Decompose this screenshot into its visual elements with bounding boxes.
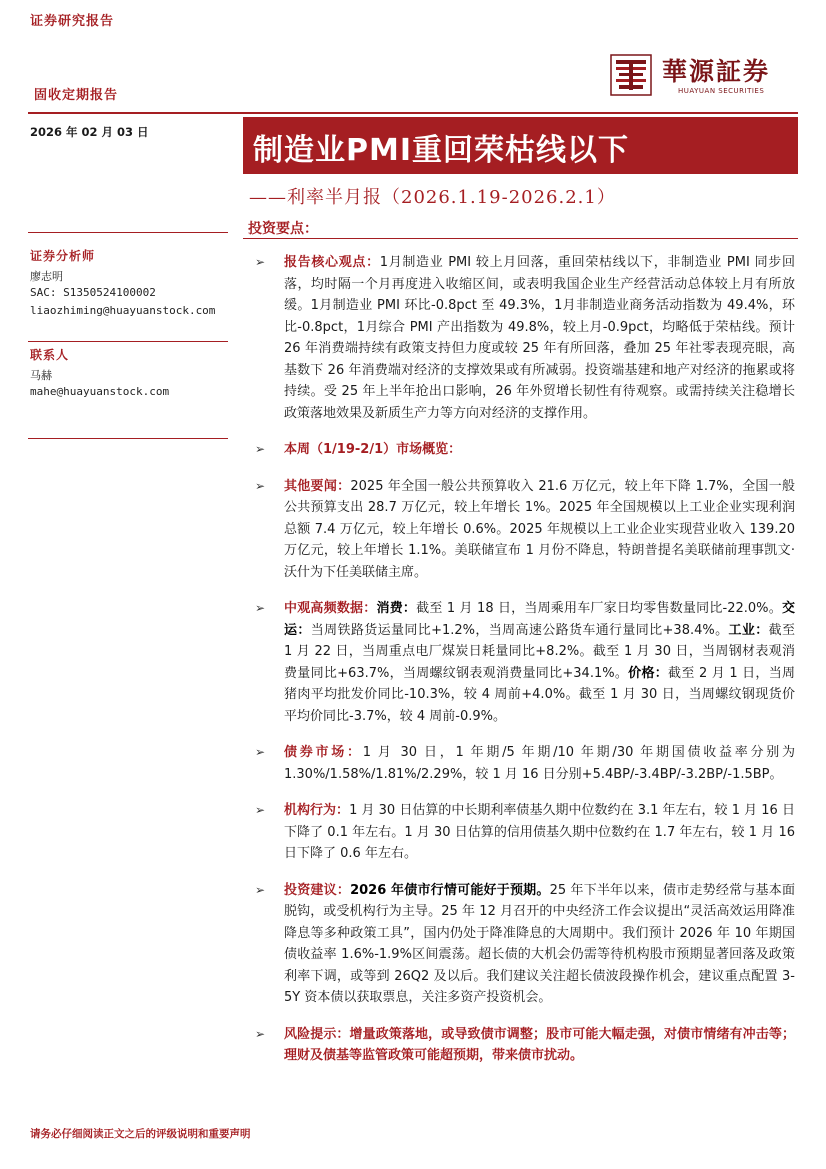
bullet-text: 1月制造业 PMI 较上月回落，重回荣枯线以下，非制造业 PMI 同步回落，均时隔一个月再度进入收缩区间，或表明我国企业生产经营活动总体较上月有所放缓。1月制造业 PMI 环比-0.8pct 至 49.3%，1月非制造业商务活动指数为 49.4%，环比-0.8pct，1月综合 PMI 产出指数为 49.8%，较上月-0.9pct，均略低于荣枯线。预计 26 年消费端持续有政策支持但力度或较 25 年有所回落，叠加 25 年社零表现亮眼，高基数下 26 年消费端对经济的支撑效果或有所减弱。投资端基建和地产对经济的拖累或将持续。受 25 年上半年抢出口影响，26 年外贸增长韧性有待观察。或需持续关注稳增长政策落地效果及新质生产力等方向对经济的支撑作用。 [284, 255, 795, 421]
disclaimer-footer: 请务必仔细阅读正文之后的评级说明和重要声明 [30, 1128, 251, 1140]
sub-keyword: 价格： [628, 665, 669, 681]
list-item [255, 880, 795, 1009]
list-item [255, 476, 795, 584]
section-heading: 投资要点： [248, 221, 318, 237]
bullet-text: 截至 2 月 1 日，当周猪肉平均批发价同比-10.3%，较 4 周前+4.0%。截至 1 月 30 日，当周螺纹钢现货价平均价同比-3.7%，较 4 周前-0.9%。 [284, 665, 795, 724]
bullet-text: 1 月 30 日估算的中长期利率债基久期中位数约在 3.1 年左右，较 1 月 16 日下降了 0.1 年左右。1 月 30 日估算的信用债基久期中位数约在 1.7 年左右，较 1 月 16 日下降了 0.6 年左右。 [284, 803, 795, 861]
bullet-keyword: 其他要闻： [284, 478, 351, 494]
arrow-bullet-icon: ➢ [255, 803, 266, 817]
bullet-text: 截至 1 月 18 日，当周乘用车厂家日均零售数量同比-22.0%。 [416, 601, 782, 616]
sub-keyword: 交运： [284, 601, 795, 638]
list-item [255, 1024, 795, 1067]
bullet-keyword: 报告核心观点： [284, 255, 380, 270]
page-subtitle: ——利率半月报（2026.1.19-2026.2.1） [249, 187, 616, 208]
list-item [255, 439, 795, 461]
contact-email[interactable]: mahe@huayuanstock.com [30, 385, 170, 398]
list-item [255, 598, 795, 727]
sub-keyword: 消费： [376, 601, 417, 616]
arrow-bullet-icon: ➢ [255, 478, 266, 493]
report-type: 固收定期报告 [34, 88, 119, 103]
huayuan-logo-icon [610, 54, 652, 96]
contact-heading: 联系人 [30, 348, 70, 362]
bullet-emphasis: 2026 年债市行情可能好于预期。 [350, 882, 550, 898]
bullet-text: 2025 年全国一般公共预算收入 21.6 万亿元，较上年下降 1.7%，全国一般公共预算支出 28.7 万亿元，较上年增长 1%。2025 年全国规模以上工业企业实现利润总额 7.4 万亿元，较上年增长 0.6%。2025 年规模以上工业企业实现营业收入 139.20 万亿元，较上年增长 1.1%。美联储宣布 1 月份不降息，特朗普提名美联储前理事凯文·沃什为下任美联储主席。 [284, 478, 795, 580]
logo-name-cn: 華源証券 [662, 57, 771, 86]
bullet-keyword: 风险提示： [284, 1026, 350, 1042]
section-divider [243, 238, 798, 239]
analyst-sac: SAC: S1350524100002 [30, 286, 156, 299]
bullet-keyword: 中观高频数据： [284, 601, 377, 616]
bullet-text: 增量政策落地，或导致债市调整；股市可能大幅走强，对债市情绪有冲击等；理财及债基等监管政策可能超预期，带来债市扰动。 [284, 1026, 795, 1063]
arrow-bullet-icon: ➢ [255, 882, 266, 897]
analyst-email[interactable]: liaozhiming@huayuanstock.com [30, 304, 216, 317]
list-item [255, 252, 795, 424]
bullet-keyword: 机构行为： [284, 803, 350, 818]
arrow-bullet-icon: ➢ [255, 601, 266, 615]
bullet-keyword: 本周（1/19-2/1）市场概览： [284, 442, 462, 457]
sidebar-divider [28, 438, 228, 439]
key-points-list [255, 252, 795, 1082]
logo-name-en: HUAYUAN SECURITIES [678, 87, 765, 95]
bullet-text: 截至 1 月 22 日，当周重点电厂煤炭日耗量同比+8.2%。截至 1 月 30 日，当周钢材表观消费量同比+63.7%，当周螺纹钢表观消费量同比+34.1%。 [284, 622, 795, 681]
sidebar-divider [28, 232, 228, 233]
analyst-heading: 证券分析师 [30, 249, 96, 263]
bullet-keyword: 投资建议： [284, 882, 351, 898]
list-item [255, 800, 795, 865]
header-divider [28, 112, 798, 114]
contact-name: 马赫 [30, 369, 52, 382]
report-category-label: 证券研究报告 [30, 14, 115, 29]
bullet-text: 1 月 30 日，1 年期/5 年期/10 年期/30 年期国债收益率分别为 1.30%/1.58%/1.81%/2.29%，较 1 月 16 日分别+5.4BP/-3.4BP/-3.2BP/-1.5BP。 [284, 745, 795, 782]
bullet-keyword: 债券市场： [284, 745, 363, 760]
report-date: 2026 年 02 月 03 日 [30, 125, 149, 139]
sub-keyword: 工业： [728, 622, 769, 638]
bullet-text: 当周铁路货运量同比+1.2%，当周高速公路货车通行量同比+38.4%。 [310, 622, 729, 638]
arrow-bullet-icon: ➢ [255, 442, 266, 456]
analyst-name: 廖志明 [30, 270, 63, 283]
page-title: 制造业PMI重回荣枯线以下 [253, 133, 630, 168]
arrow-bullet-icon: ➢ [255, 745, 266, 759]
list-item [255, 742, 795, 785]
arrow-bullet-icon: ➢ [255, 1026, 266, 1041]
sidebar-divider [28, 341, 228, 342]
arrow-bullet-icon: ➢ [255, 255, 266, 269]
bullet-text: 25 年下半年以来，债市走势经常与基本面脱钩，或受机构行为主导。25 年 12 月召开的中央经济工作会议提出“灵活高效运用降准降息等多种政策工具”，国内仍处于降准降息的大周期中。我们预计 2026 年 10 年期国债收益率 1.6%-1.9%区间震荡。超长债的大机会仍需等待机构股市预期显著回落及政策利率下调，或等到 26Q2 及以后。我们建议关注超长债波段操作机会，建议重点配置 3-5Y 资本债以获取票息，关注多资产投资机会。 [284, 882, 795, 1005]
